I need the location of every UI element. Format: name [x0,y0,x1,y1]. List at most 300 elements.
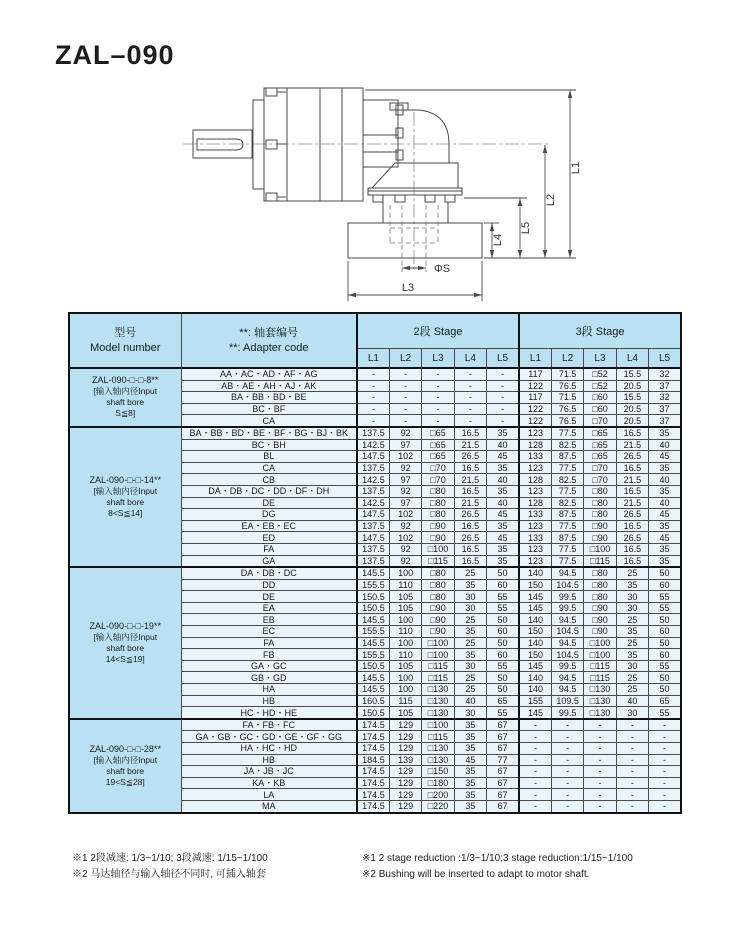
dim-value-cell: □115 [422,672,454,684]
table-row [69,427,681,439]
dim-value-cell: - [422,403,454,415]
dim-value-cell: 25 [454,637,486,649]
dim-value-cell: 16.5 [616,485,648,497]
dim-value-cell: 129 [389,766,421,778]
dim-value-cell: 30 [616,660,648,672]
dim-value-cell: 60 [649,626,681,638]
dim-value-cell: 145 [519,602,551,614]
dim-value-cell: - [422,380,454,392]
dim-value-cell: □130 [584,707,616,719]
dim-value-cell: □115 [422,731,454,743]
dim-value-cell: □65 [422,439,454,451]
dim-value-cell: - [551,777,583,789]
dim-value-cell: □80 [422,567,454,579]
dim-value-cell: □115 [584,555,616,567]
dim-value-cell: 122 [519,403,551,415]
dim-value-cell: 150.5 [357,707,389,719]
adapter-code-cell: CA [181,462,357,474]
dim-value-cell: 21.5 [454,497,486,509]
dim-value-cell: 16.5 [454,427,486,439]
dim-value-cell: 67 [487,731,519,743]
dim-value-cell: - [389,392,421,404]
dim-value-cell: 145.5 [357,567,389,579]
dim-value-cell: 25 [616,567,648,579]
dim-value-cell: □80 [584,591,616,603]
dim-value-cell: 174.5 [357,743,389,755]
dim-value-cell: 110 [389,579,421,591]
dim-value-cell: 77.5 [551,555,583,567]
dim-value-cell: 25 [616,614,648,626]
dim-value-cell: 133 [519,532,551,544]
dim-value-cell: 77.5 [551,485,583,497]
dim-value-cell: - [454,380,486,392]
dim-value-cell: - [616,766,648,778]
dim-value-cell: 45 [487,451,519,463]
dim-value-cell: - [389,403,421,415]
dim-value-cell: 123 [519,427,551,439]
dim-value-cell: □115 [422,555,454,567]
dim-value-cell: □115 [584,660,616,672]
dim-value-cell: 16.5 [616,520,648,532]
dim-value-cell: 21.5 [454,439,486,451]
dim-value-cell: 60 [649,649,681,661]
dim-value-cell: □80 [422,497,454,509]
dim-value-cell: 100 [389,672,421,684]
dim-value-cell: 109.5 [551,695,583,707]
dim-value-cell: - [649,800,681,812]
dim-value-cell: - [649,743,681,755]
dim-value-cell: 35 [454,626,486,638]
dim-label-l1: L1 [570,161,582,175]
adapter-code-cell: CB [181,474,357,486]
dim-value-cell: 26.5 [454,509,486,521]
dim-value-cell: 40 [487,474,519,486]
dim-value-cell: 77.5 [551,427,583,439]
dim-value-cell: □100 [584,637,616,649]
dim-value-cell: 67 [487,777,519,789]
adapter-code-cell: BA・BB・BD・BE・BF・BG・BJ・BK [181,427,357,439]
dim-value-cell: 20.5 [616,403,648,415]
dim-value-cell: 35 [454,743,486,755]
dim-value-cell: 174.5 [357,719,389,731]
dim-value-cell: □80 [584,509,616,521]
dim-value-cell: 60 [487,649,519,661]
dim-value-cell: 35 [649,543,681,555]
page-title: ZAL–090 [55,40,175,70]
dim-value-cell: 77.5 [551,520,583,532]
dim-col-header: L5 [487,349,519,369]
dim-value-cell: - [551,800,583,812]
adapter-code-cell: MA [181,800,357,812]
dim-value-cell: 129 [389,789,421,801]
dim-value-cell: 25 [454,684,486,696]
dim-value-cell: 105 [389,602,421,614]
dim-value-cell: 82.5 [551,439,583,451]
dim-value-cell: □130 [422,707,454,719]
dim-value-cell: - [551,731,583,743]
dim-value-cell: 35 [616,649,648,661]
model-number-cell: ZAL-090-□-□-28** [输入轴内径Input shaft bore 19<S≦28] [69,719,181,813]
dim-value-cell: 140 [519,567,551,579]
adapter-code-cell: GA [181,555,357,567]
dim-value-cell: 35 [487,462,519,474]
dim-value-cell: 37 [649,403,681,415]
dim-value-cell: 145.5 [357,672,389,684]
dim-value-cell: 133 [519,451,551,463]
dim-value-cell: 50 [487,614,519,626]
dim-value-cell: - [487,380,519,392]
dim-value-cell: 147.5 [357,451,389,463]
dim-value-cell: 25 [454,672,486,684]
dim-value-cell: □90 [584,614,616,626]
dim-value-cell: 150.5 [357,660,389,672]
shaft-keyway [197,139,243,150]
dim-value-cell: □70 [584,462,616,474]
dim-value-cell: 65 [649,695,681,707]
dim-value-cell: 30 [454,602,486,614]
adapter-code-cell: BC・BF [181,403,357,415]
dim-value-cell: 26.5 [454,451,486,463]
dim-value-cell: 133 [519,509,551,521]
adapter-code-cell: AB・AE・AH・AJ・AK [181,380,357,392]
dim-value-cell: □115 [584,672,616,684]
adapter-code-cell: DA・DB・DC・DD・DF・DH [181,485,357,497]
dim-value-cell: 67 [487,766,519,778]
dim-col-header: L4 [616,349,648,369]
dim-value-cell: - [357,368,389,380]
dim-value-cell: 55 [649,602,681,614]
dim-value-cell: 40 [616,695,648,707]
dim-value-cell: 129 [389,743,421,755]
dim-value-cell: - [357,392,389,404]
dim-value-cell: 97 [389,497,421,509]
footnote-chinese: ※1 2段减速: 1/3~1/10; 3段减速: 1/15~1/100 ※2 马达轴径与输入轴径不同时, 可插入轴套 [72,853,268,880]
dim-value-cell: 45 [454,754,486,766]
dim-col-header: L2 [551,349,583,369]
dim-value-cell: 104.5 [551,579,583,591]
adapter-code-cell: FB [181,649,357,661]
table-row [69,567,681,579]
adapter-code-cell: GA・GC [181,660,357,672]
model-number-cell: ZAL-090-□-□-14** [输入轴内径Input shaft bore 8<S≦14] [69,427,181,567]
dim-value-cell: 97 [389,474,421,486]
adapter-code-cell: HB [181,754,357,766]
dim-value-cell: - [584,731,616,743]
dim-col-header: L4 [454,349,486,369]
dim-value-cell: 26.5 [616,509,648,521]
dim-value-cell: 92 [389,427,421,439]
adapter-code-cell: HB [181,695,357,707]
adapter-code-cell: BA・BB・BD・BE [181,392,357,404]
dim-value-cell: 145.5 [357,684,389,696]
dim-value-cell: 76.5 [551,415,583,427]
adapter-code-cell: DE [181,497,357,509]
dim-value-cell: 35 [649,520,681,532]
dim-value-cell: □65 [584,451,616,463]
dim-value-cell: - [454,368,486,380]
dim-value-cell: 45 [649,509,681,521]
dim-value-cell: 115 [389,695,421,707]
dim-value-cell: 55 [649,660,681,672]
stage3-header: 3段 Stage [519,313,681,349]
gearbox-body-2 [320,88,342,201]
dim-value-cell: 35 [454,789,486,801]
dim-value-cell: - [422,415,454,427]
dim-value-cell: 142.5 [357,497,389,509]
dim-value-cell: 123 [519,462,551,474]
dim-value-cell: 71.5 [551,392,583,404]
adapter-code-header: **: 轴套编号 **: Adapter code [181,313,357,368]
dim-value-cell: 128 [519,474,551,486]
dim-value-cell: 40 [454,695,486,707]
dim-value-cell: 87.5 [551,451,583,463]
dim-value-cell: 92 [389,543,421,555]
dim-value-cell: 16.5 [454,462,486,474]
dim-value-cell: - [616,743,648,755]
dim-value-cell: 25 [616,684,648,696]
dim-value-cell: 16.5 [454,555,486,567]
dim-value-cell: 67 [487,800,519,812]
dim-value-cell: □52 [584,368,616,380]
dim-value-cell: 140 [519,637,551,649]
dim-value-cell: 142.5 [357,474,389,486]
dim-value-cell: - [649,777,681,789]
dim-value-cell: 150 [519,579,551,591]
dim-value-cell: 35 [487,555,519,567]
dim-value-cell: - [649,789,681,801]
dim-label-l3: L3 [401,282,415,294]
dim-value-cell: 94.5 [551,637,583,649]
dim-value-cell: 128 [519,497,551,509]
dim-value-cell: 137.5 [357,555,389,567]
dim-value-cell: 16.5 [454,520,486,532]
dim-value-cell: - [422,368,454,380]
dim-value-cell: 21.5 [616,439,648,451]
dim-value-cell: - [519,731,551,743]
adapter-code-cell: JA・JB・JC [181,766,357,778]
dim-value-cell: □220 [422,800,454,812]
dim-value-cell: 122 [519,415,551,427]
dim-value-cell: 50 [649,637,681,649]
adapter-code-cell: FA・FB・FC [181,719,357,731]
dim-value-cell: 140 [519,684,551,696]
dim-value-cell: 35 [487,543,519,555]
dim-value-cell: - [649,719,681,731]
dim-value-cell: 105 [389,707,421,719]
dim-value-cell: 50 [487,672,519,684]
dim-value-cell: - [584,766,616,778]
dim-value-cell: □180 [422,777,454,789]
dim-value-cell: 155.5 [357,626,389,638]
dim-value-cell: - [454,392,486,404]
dim-value-cell: 102 [389,451,421,463]
dim-value-cell: 145 [519,707,551,719]
dim-value-cell: □65 [584,427,616,439]
dim-value-cell: 147.5 [357,509,389,521]
dim-col-header: L1 [357,349,389,369]
dim-value-cell: 35 [454,731,486,743]
dim-value-cell: 174.5 [357,766,389,778]
dim-value-cell: 174.5 [357,789,389,801]
dim-value-cell: 100 [389,637,421,649]
dim-value-cell: 117 [519,392,551,404]
dim-value-cell: - [616,789,648,801]
dim-value-cell: 45 [487,509,519,521]
dim-value-cell: - [616,719,648,731]
dim-value-cell: □150 [422,766,454,778]
dim-value-cell: 45 [649,451,681,463]
dim-value-cell: 160.5 [357,695,389,707]
dim-value-cell: 140 [519,672,551,684]
dim-value-cell: 92 [389,555,421,567]
dim-value-cell: □65 [422,451,454,463]
dim-value-cell: 77.5 [551,462,583,474]
model-number-cell: ZAL-090-□-□-8** [输入轴内径Input shaft bore S≦8] [69,368,181,427]
spec-table [68,312,682,814]
dim-label-l4: L4 [492,233,504,247]
dim-value-cell: 16.5 [454,485,486,497]
dim-value-cell: 21.5 [616,474,648,486]
dim-value-cell: □130 [422,684,454,696]
dim-value-cell: 60 [487,579,519,591]
dim-value-cell: - [616,800,648,812]
dim-value-cell: 150.5 [357,591,389,603]
dim-value-cell: 137.5 [357,427,389,439]
dim-value-cell: 129 [389,719,421,731]
adapter-code-cell: GA・GB・GC・GD・GE・GF・GG [181,731,357,743]
dim-value-cell: 55 [487,660,519,672]
dim-value-cell: 77 [487,754,519,766]
dim-value-cell: 55 [487,591,519,603]
dim-value-cell: - [519,766,551,778]
dim-value-cell: 35 [487,427,519,439]
dim-value-cell: 21.5 [616,497,648,509]
dim-value-cell: 50 [487,567,519,579]
dim-value-cell: - [422,392,454,404]
dim-value-cell: - [487,415,519,427]
dim-value-cell: 100 [389,567,421,579]
dim-value-cell: 123 [519,555,551,567]
dim-label-l5: L5 [520,221,532,235]
dim-value-cell: □130 [422,743,454,755]
dim-value-cell: 94.5 [551,684,583,696]
dim-value-cell: 77.5 [551,543,583,555]
dim-value-cell: 100 [389,614,421,626]
stage2-header: 2段 Stage [357,313,519,349]
dim-value-cell: 71.5 [551,368,583,380]
dim-col-header: L3 [422,349,454,369]
dim-value-cell: 102 [389,509,421,521]
dim-col-header: L3 [584,349,616,369]
dim-value-cell: 99.5 [551,591,583,603]
dim-value-cell: 55 [487,602,519,614]
dim-value-cell: 25 [616,637,648,649]
dim-value-cell: 140 [519,614,551,626]
dim-value-cell: 76.5 [551,380,583,392]
dim-value-cell: - [519,743,551,755]
dim-value-cell: - [487,403,519,415]
dim-value-cell: 35 [649,555,681,567]
dim-value-cell: 50 [649,614,681,626]
dim-value-cell: - [454,415,486,427]
flange-bolts [266,88,286,201]
dim-value-cell: 40 [487,497,519,509]
dim-value-cell: □80 [422,579,454,591]
dim-value-cell: 50 [649,672,681,684]
dim-value-cell: 30 [454,707,486,719]
dim-value-cell: 99.5 [551,707,583,719]
dim-value-cell: - [357,380,389,392]
dim-value-cell: □130 [584,684,616,696]
dim-value-cell: - [389,380,421,392]
dim-value-cell: □130 [422,695,454,707]
dim-value-cell: □100 [422,637,454,649]
adapter-code-cell: EA [181,602,357,614]
elbow-top-step [390,103,408,110]
dim-value-cell: 129 [389,777,421,789]
dim-value-cell: 15.5 [616,392,648,404]
dim-value-cell: □100 [584,649,616,661]
adapter-code-cell: DD [181,579,357,591]
adapter-code-cell: BC・BH [181,439,357,451]
elbow-housing [398,110,449,163]
dim-value-cell: 150 [519,649,551,661]
dim-value-cell: 105 [389,660,421,672]
dim-value-cell: - [616,754,648,766]
dim-value-cell: 150 [519,626,551,638]
dim-value-cell: □52 [584,380,616,392]
dim-value-cell: □115 [422,660,454,672]
footnote-english: ※1 2 stage reduction :1/3~1/10;3 stage reduction:1/15~1/100 ※2 Bushing will be inserted to adapt to motor shaft. [362,853,633,880]
technical-drawing [0,0,750,310]
adapter-code-cell: HA [181,684,357,696]
dim-value-cell: □80 [584,567,616,579]
dim-value-cell: 129 [389,731,421,743]
dim-value-cell: 67 [487,719,519,731]
adapter-code-cell: KA・KB [181,777,357,789]
dim-value-cell: 37 [649,415,681,427]
dim-value-cell: 35 [454,766,486,778]
dim-value-cell: 137.5 [357,462,389,474]
dim-value-cell: 45 [649,532,681,544]
dim-value-cell: - [389,368,421,380]
dim-value-cell: 145 [519,660,551,672]
adapter-code-cell: DE [181,591,357,603]
dim-value-cell: □65 [584,439,616,451]
dim-value-cell: 94.5 [551,614,583,626]
dim-value-cell: 174.5 [357,800,389,812]
dim-value-cell: □200 [422,789,454,801]
table-row [69,719,681,731]
dim-value-cell: 99.5 [551,660,583,672]
dim-value-cell: 50 [487,637,519,649]
dim-value-cell: - [584,777,616,789]
dim-value-cell: 35 [454,579,486,591]
dim-value-cell: □80 [422,591,454,603]
dim-value-cell: 26.5 [454,532,486,544]
dim-value-cell: □100 [422,649,454,661]
adapter-code-cell: LA [181,789,357,801]
dim-value-cell: 65 [487,695,519,707]
dim-value-cell: □70 [584,474,616,486]
dim-value-cell: 99.5 [551,602,583,614]
dim-value-cell: 150.5 [357,602,389,614]
dim-value-cell: 35 [454,800,486,812]
adapter-code-cell: GB・GD [181,672,357,684]
model-number-header: 型号 Model number [69,313,181,368]
dim-value-cell: 87.5 [551,532,583,544]
dim-col-header: L2 [389,349,421,369]
